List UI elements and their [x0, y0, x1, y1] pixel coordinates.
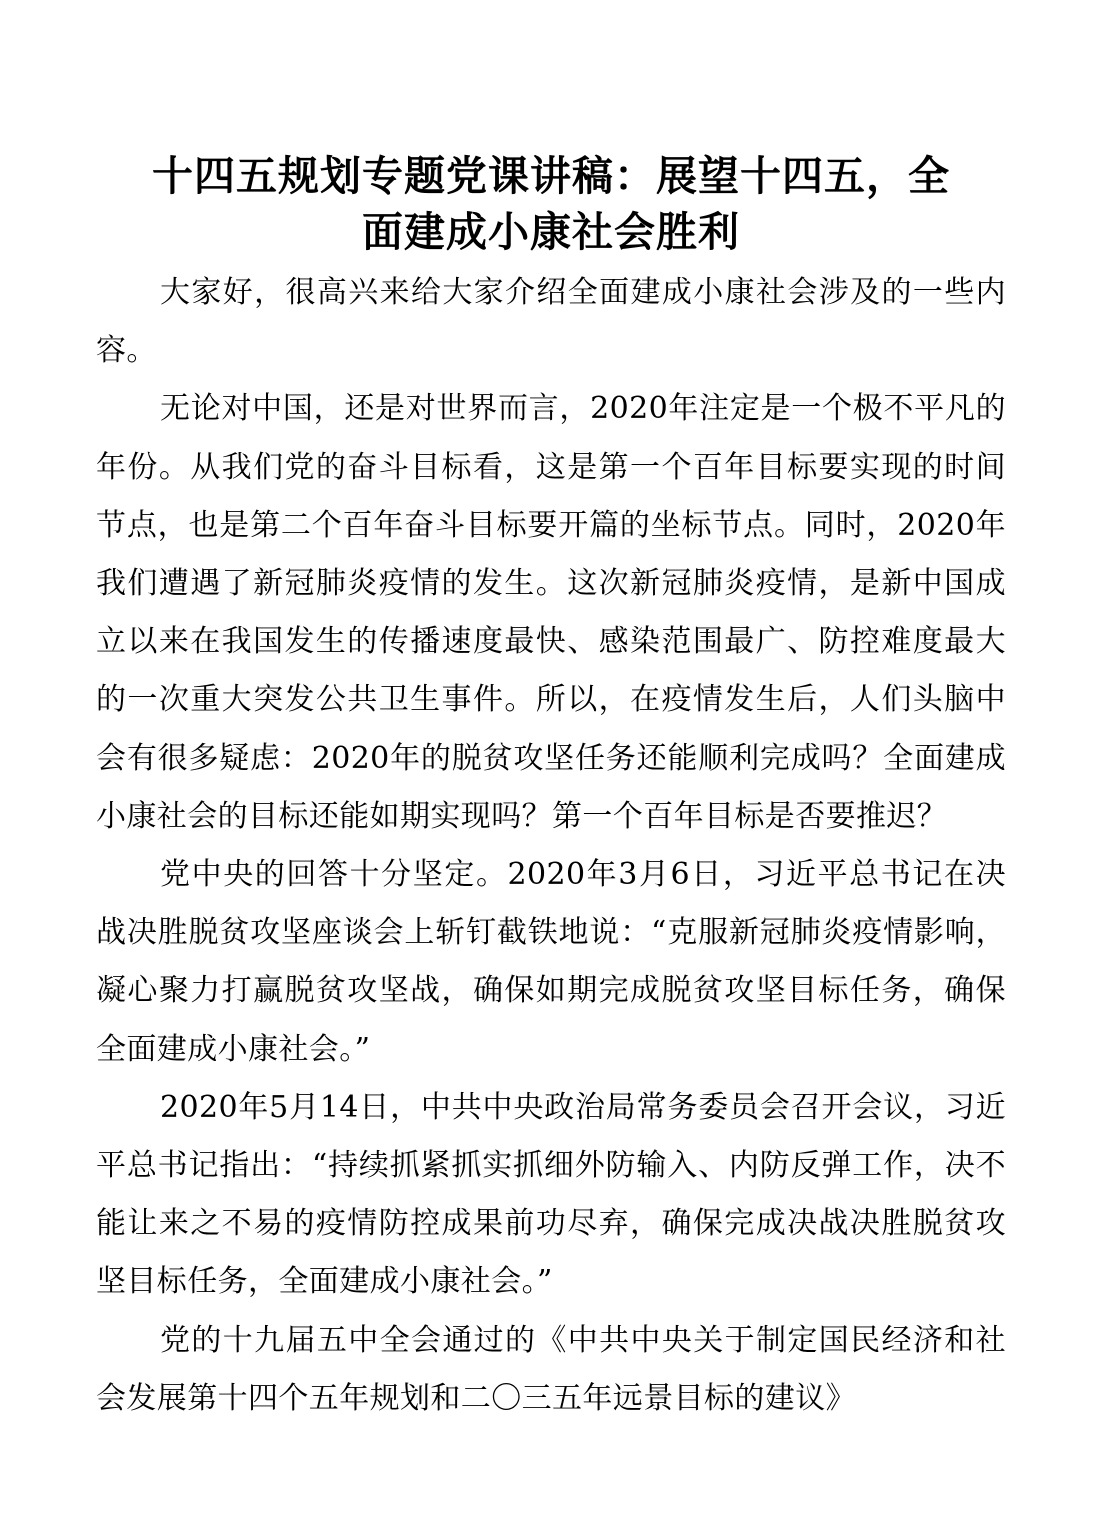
paragraph-may-14-meeting: 2020年5月14日，中共中央政治局常务委员会召开会议，习近平总书记指出：“持续抓紧抓实抓细外防输入、内防反弹工作，决不能让来之不易的疫情防控成果前功尽弃，确保完成决战决胜脱贫攻坚目标任务，全面建成小康社会。” [96, 1089, 1006, 1300]
title-line-1: 十四五规划专题党课讲稿：展望十四五，全 [152, 152, 950, 200]
paragraph-greeting: 大家好，很高兴来给大家介绍全面建成小康社会涉及的一些内容。 [96, 275, 1006, 369]
document-title [96, 148, 1006, 260]
paragraph-central-committee-answer: 党中央的回答十分坚定。2020年3月6日，习近平总书记在决战决胜脱贫攻坚座谈会上斩钉截铁地说：“克服新冠肺炎疫情影响，凝心聚力打赢脱贫攻坚战，确保如期完成脱贫攻坚目标任务，确保全面建成小康社会。” [96, 857, 1006, 1067]
title-line-2: 面建成小康社会胜利 [362, 208, 740, 256]
paragraph-fifth-plenum: 党的十九届五中全会通过的《中共中央关于制定国民经济和社会发展第十四个五年规划和二〇三五年远景目标的建议》 [96, 1322, 1006, 1416]
paragraph-2020-background: 无论对中国，还是对世界而言，2020年注定是一个极不平凡的年份。从我们党的奋斗目标看，这是第一个百年目标要实现的时间节点，也是第二个百年奋斗目标要开篇的坐标节点。同时，2020年我们遭遇了新冠肺炎疫情的发生。这次新冠肺炎疫情，是新中国成立以来在我国发生的传播速度最快、感染范围最广、防控难度最大的一次重大突发公共卫生事件。所以，在疫情发生后，人们头脑中会有很多疑虑：2020年的脱贫攻坚任务还能顺利完成吗？全面建成小康社会的目标还能如期实现吗？第一个百年目标是否要推迟？ [96, 391, 1006, 834]
document-page [96, 148, 1006, 1428]
